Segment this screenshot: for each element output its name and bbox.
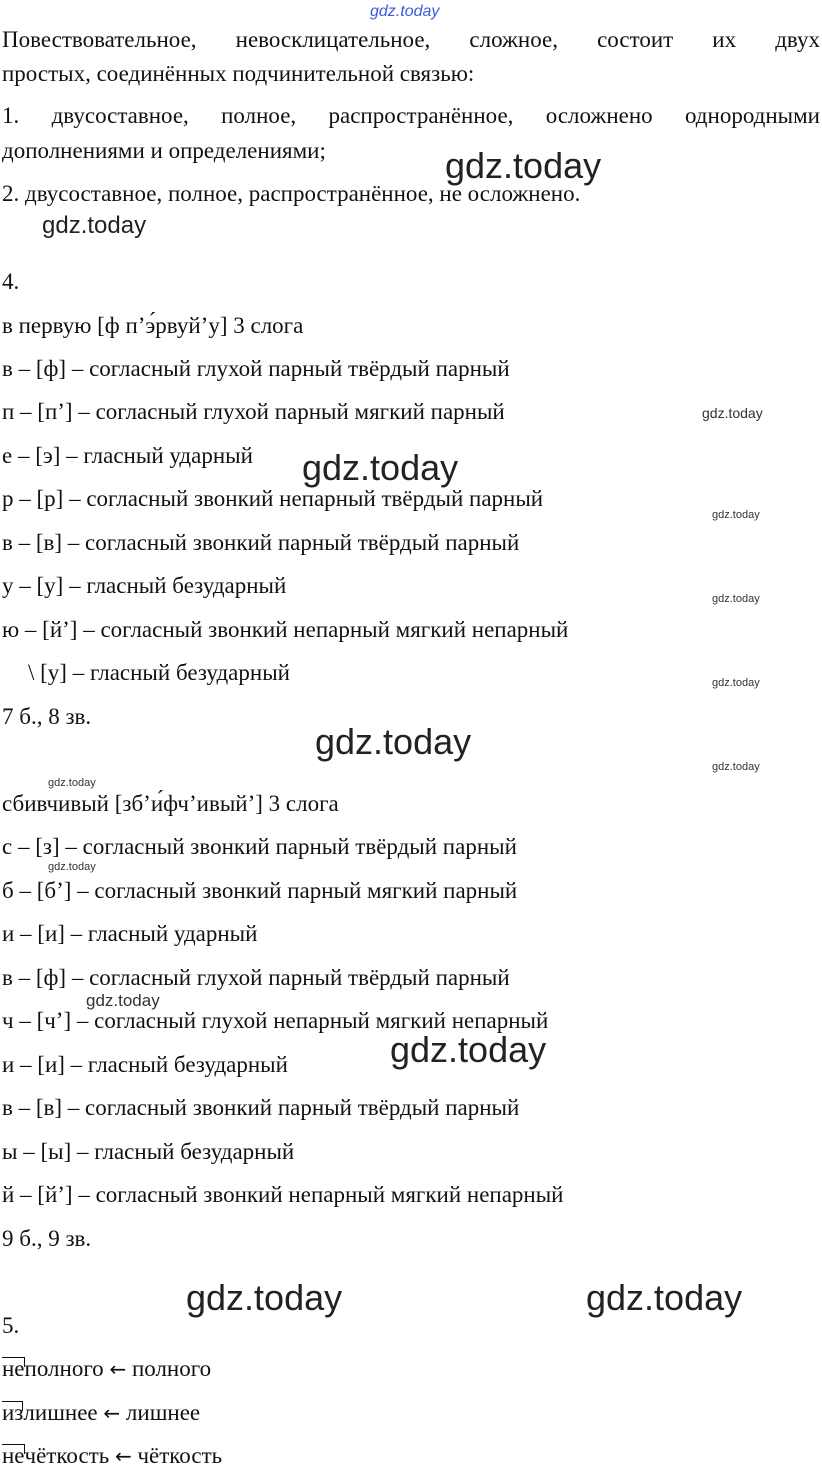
word-2-sound-row: в – [в] – согласный звонкий парный твёрдый парный <box>2 1095 520 1120</box>
watermark: gdz.today <box>702 405 763 421</box>
word-formation-row <box>2 1399 200 1427</box>
word-2-sound-row: й – [й’] – согласный звонкий непарный мягкий непарный <box>2 1182 564 1207</box>
watermark: gdz.today <box>186 1277 343 1318</box>
word-formation-row <box>2 1442 222 1470</box>
word-1-total: 7 б., 8 зв. <box>2 704 92 729</box>
word-2-sound-row: б – [б’] – согласный звонкий парный мягкий парный <box>2 878 518 903</box>
prefix: не <box>2 1443 25 1468</box>
word-1-sound-row: у – [у] – гласный безударный <box>2 573 287 598</box>
watermark: gdz.today <box>48 861 96 873</box>
word-1-header: в первую [ф п’э́рвуй’у] 3 слога <box>2 313 304 338</box>
watermark: gdz.today <box>445 145 602 186</box>
word-2-total: 9 б., 9 зв. <box>2 1226 92 1251</box>
word-2-sound-row: с – [з] – согласный звонкий парный твёрдый парный <box>2 834 517 859</box>
task-4-number: 4. <box>2 269 20 294</box>
watermark: gdz.today <box>712 761 760 773</box>
watermark: gdz.today <box>302 447 459 488</box>
intro-item-1-line-2: дополнениями и определениями; <box>2 138 326 163</box>
watermark: gdz.today <box>48 777 96 789</box>
watermark: gdz.today <box>315 721 472 762</box>
watermark: gdz.today <box>42 212 147 239</box>
word-1-sound-row: в – [ф] – согласный глухой парный твёрдый парный <box>2 356 510 381</box>
word-2-sound-row: и – [и] – гласный ударный <box>2 921 258 946</box>
intro-line-1: Повествовательное, невосклицательное, сложное, состоит их двух <box>2 27 820 52</box>
word-rest: полного <box>24 1356 104 1381</box>
watermark: gdz.today <box>86 991 160 1010</box>
task-5-number: 5. <box>2 1313 20 1338</box>
word-formation-row <box>2 1355 211 1383</box>
arrow-left-icon: ← <box>114 1444 132 1468</box>
word-1-sound-row: \ [у] – гласный безударный <box>28 660 290 685</box>
watermark: gdz.today <box>712 677 760 689</box>
intro-item-1-line-1: 1. двусоставное, полное, распространённое, осложнено однородными <box>2 103 820 128</box>
intro-item-2: 2. двусоставное, полное, распространённое, не осложнено. <box>2 181 581 206</box>
base-word: лишнее <box>125 1400 201 1425</box>
arrow-left-icon: ← <box>109 1357 127 1381</box>
word-1-sound-row: р – [р] – согласный звонкий непарный твёрдый парный <box>2 486 544 511</box>
word-rest: чёткость <box>24 1443 110 1468</box>
word-1-sound-row: ю – [й’] – согласный звонкий непарный мягкий непарный <box>2 617 569 642</box>
watermark: gdz.today <box>390 1029 547 1070</box>
watermark: gdz.today <box>712 509 760 521</box>
intro-line-2: простых, соединённых подчинительной связью: <box>2 61 475 86</box>
prefix: из <box>2 1400 24 1425</box>
word-1-sound-row: в – [в] – согласный звонкий парный твёрдый парный <box>2 530 520 555</box>
word-2-sound-row: ы – [ы] – гласный безударный <box>2 1139 295 1164</box>
word-1-sound-row: е – [э] – гласный ударный <box>2 443 253 468</box>
watermark-top: gdz.today <box>370 3 440 20</box>
base-word: полного <box>131 1356 212 1381</box>
base-word: чёткость <box>137 1443 223 1468</box>
prefix: не <box>2 1356 25 1381</box>
word-rest: лишнее <box>23 1400 98 1425</box>
word-2-sound-row: в – [ф] – согласный глухой парный твёрдый парный <box>2 965 510 990</box>
arrow-left-icon: ← <box>103 1401 121 1425</box>
word-1-sound-row: п – [п’] – согласный глухой парный мягкий парный <box>2 399 505 424</box>
watermark: gdz.today <box>712 593 760 605</box>
word-2-sound-row: и – [и] – гласный безударный <box>2 1052 288 1077</box>
word-2-header: сбивчивый [зб’и́фч’ивый’] 3 слога <box>2 791 339 816</box>
word-2-sound-row: ч – [ч’] – согласный глухой непарный мягкий непарный <box>2 1008 549 1033</box>
watermark: gdz.today <box>586 1277 743 1318</box>
